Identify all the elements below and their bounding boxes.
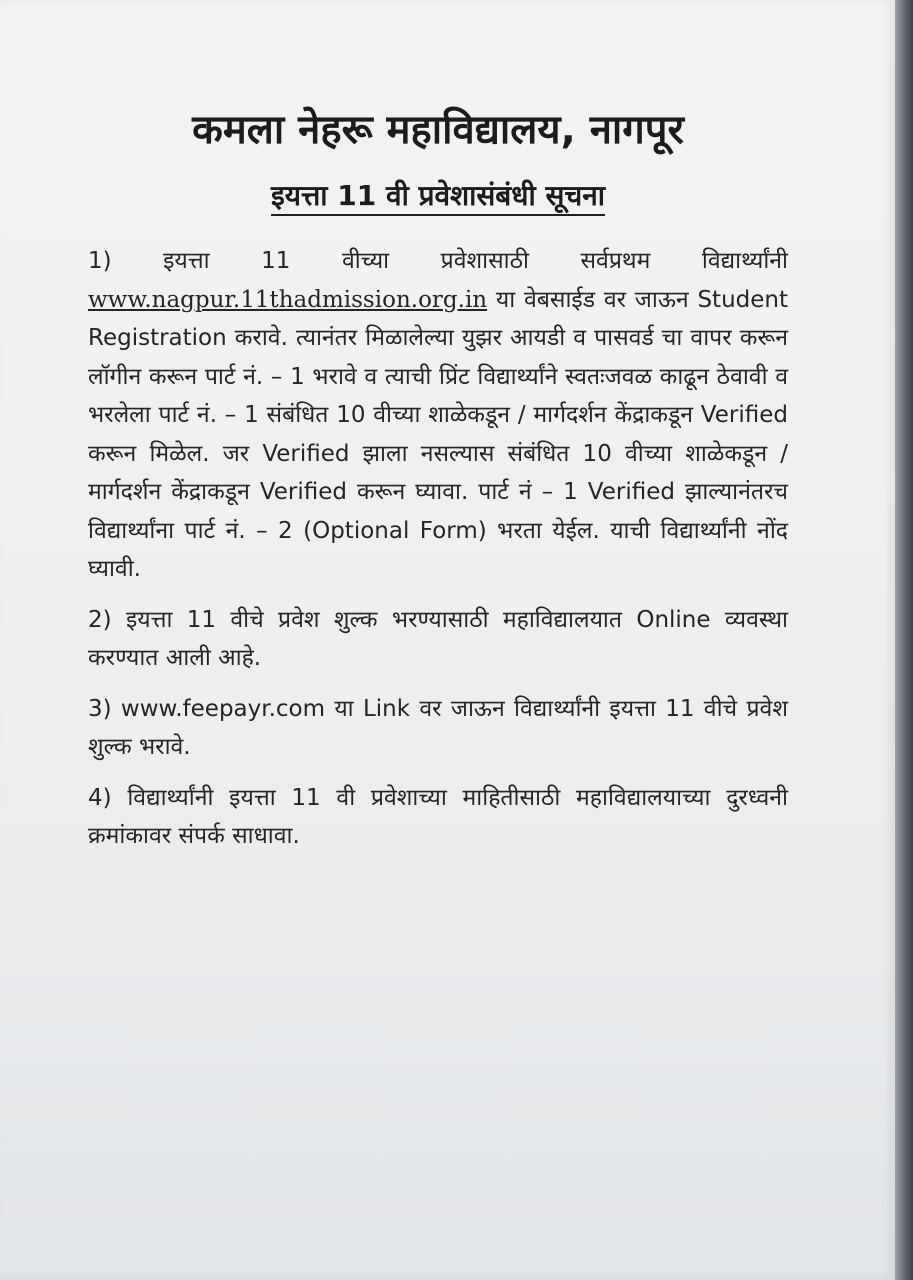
notice-item-2: 2) इयत्ता 11 वीचे प्रवेश शुल्क भरण्यासाठी महाविद्यालयात Online व्यवस्था करण्यात आली आहे. xyxy=(88,606,788,671)
notice-item-4: 4) विद्यार्थ्यांनी इयत्ता 11 वी प्रवेशाच्या माहितीसाठी महाविद्यालयाच्या दुरध्वनी क्रमांकावर संपर्क साधावा. xyxy=(88,784,788,849)
notice-subtitle xyxy=(88,174,788,222)
notice-item-3: 3) www.feepayr.com या Link वर जाऊन विद्यार्थ्यांनी इयत्ता 11 वीचे प्रवेश शुल्क भरावे. xyxy=(88,695,788,760)
admission-website-link[interactable]: www.nagpur.11thadmission.org.in xyxy=(88,286,488,313)
college-name-heading: कमला नेहरू महाविद्यालय, नागपूर xyxy=(192,107,684,153)
notice-item-1-body: या वेबसाईड वर जाऊन Student Registration करावे. त्यानंतर मिळालेल्या युझर आयडी व पासवर्ड चा वापर करून लॉगीन करून पार्ट नं. – 1 भरावे व त्याची प्रिंट विद्यार्थ्यांने स्वतःजवळ काढून ठेवावी व भरलेला पार्ट नं. – 1 संबंधित 10 वीच्या शाळेकडून / मार्गदर्शन केंद्राकडून Verified करून मिळेल. जर Verified झाला नसल्यास संबंधित 10 वीच्या शाळेकडून / मार्गदर्शन केंद्राकडून Verified करून घ्यावा. पार्ट नं – 1 Verified झाल्यानंतरच विद्यार्थ्यांना पार्ट नं. – 2 (Optional Form) भरता येईल. याची विद्यार्थ्यांनी नोंद घ्यावी. xyxy=(88,286,788,582)
notice-item-1 xyxy=(88,242,788,589)
notice-document xyxy=(88,100,788,856)
notice-item-1-intro: 1) इयत्ता 11 वीच्या प्रवेशासाठी सर्वप्रथम विद्यार्थ्यांनी xyxy=(88,248,788,274)
notice-subtitle-text: इयत्ता 11 वी प्रवेशासंबंधी सूचना xyxy=(271,179,605,216)
page-edge-shadow xyxy=(895,0,913,1280)
